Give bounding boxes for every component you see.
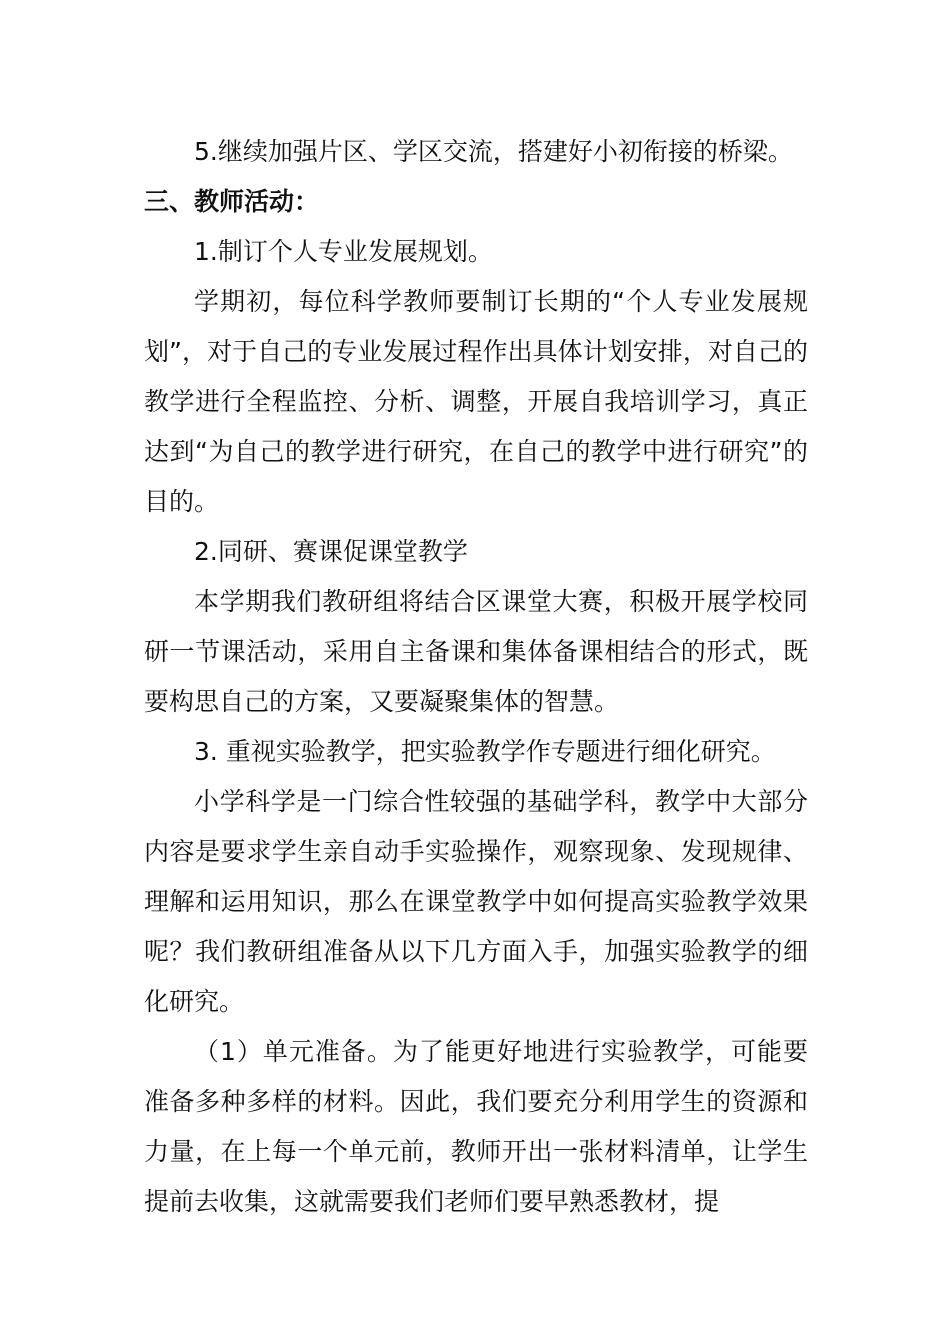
document-body xyxy=(144,127,808,1227)
subheading-personal-plan: 1.制订个人专业发展规划。 xyxy=(194,237,493,266)
paragraph-lesson-research: 本学期我们教研组将结合区课堂大赛，积极开展学校同研一节课活动，采用自主备课和集体备课相结合的形式，既要构思自己的方案，又要凝聚集体的智慧。 xyxy=(144,587,808,716)
subheading-lesson-research: 2.同研、赛课促课堂教学 xyxy=(194,537,468,566)
section-heading-teacher-activities: 三、教师活动： xyxy=(144,187,320,216)
paragraph-personal-plan: 学期初，每位科学教师要制订长期的“个人专业发展规划”，对于自己的专业发展过程作出具体计划安排，对自己的教学进行全程监控、分析、调整，开展自我培训学习，真正达到“为自己的教学进行研究，在自己的教学中进行研究”的目的。 xyxy=(144,287,808,516)
paragraph-item-5: 5.继续加强片区、学区交流，搭建好小初衔接的桥梁。 xyxy=(194,137,793,166)
paragraph-unit-preparation: （1）单元准备。为了能更好地进行实验教学，可能要准备多种多样的材料。因此，我们要充分利用学生的资源和力量，在上每一个单元前，教师开出一张材料清单，让学生提前去收集，这就需要我们老师们要早熟悉教材，提 xyxy=(144,1037,808,1216)
subheading-experiment-teaching: 3. 重视实验教学，把实验教学作专题进行细化研究。 xyxy=(194,737,776,766)
paragraph-experiment-teaching: 小学科学是一门综合性较强的基础学科，教学中大部分内容是要求学生亲自动手实验操作，观察现象、发现规律、理解和运用知识，那么在课堂教学中如何提高实验教学效果呢？我们教研组准备从以下几方面入手，加强实验教学的细化研究。 xyxy=(144,787,808,1016)
